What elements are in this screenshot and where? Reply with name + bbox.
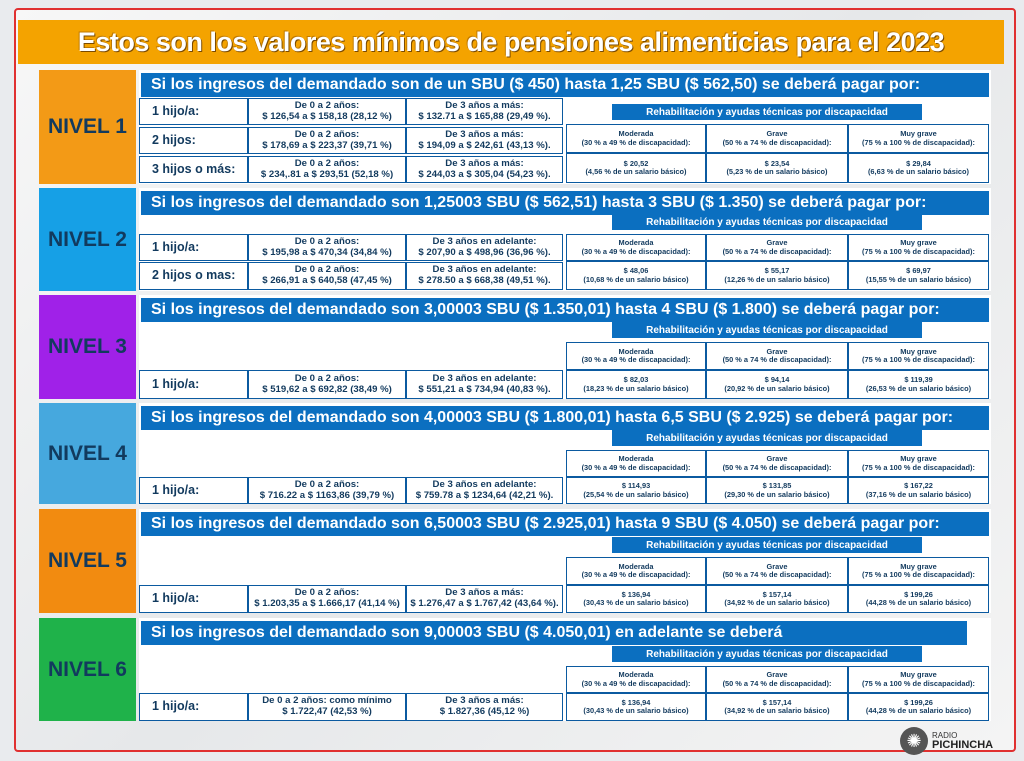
severity-muy-grave-header	[848, 124, 989, 153]
rehab-amount: $ 157,14	[762, 589, 792, 599]
amount-range: $ 244,03 a $ 305,04 (54,23 %).	[418, 168, 551, 180]
age-range-label: De 0 a 2 años:	[294, 235, 360, 247]
severity-grave-value	[706, 370, 848, 399]
age-range-label: De 3 años en adelante:	[432, 235, 537, 247]
severity-name: Grave	[766, 670, 788, 680]
rehab-amount: $ 199,26	[904, 697, 933, 707]
rehab-percentage: (12,26 % de un salario básico)	[724, 274, 830, 284]
rehab-percentage: (34,92 % de un salario básico)	[724, 598, 830, 607]
severity-range: (30 % a 49 % de discapacidad):	[581, 462, 691, 472]
severity-muy-grave-header	[848, 557, 989, 585]
severity-range: (30 % a 49 % de discapacidad):	[581, 137, 691, 147]
severity-name: Muy grave	[900, 454, 937, 464]
severity-muy-grave-value	[848, 153, 989, 183]
age-range-label: De 0 a 2 años:	[294, 587, 360, 599]
severity-name: Moderada	[618, 238, 654, 248]
amount-0-2-years	[248, 127, 406, 154]
amount-0-2-years	[248, 234, 406, 261]
severity-range: (50 % a 74 % de discapacidad):	[722, 137, 832, 147]
severity-range: (30 % a 49 % de discapacidad):	[581, 678, 691, 688]
rehab-title-bar: Rehabilitación y ayudas técnicas por discapacidad	[612, 214, 922, 230]
severity-range: (30 % a 49 % de discapacidad):	[581, 570, 691, 579]
level-condition-header: Si los ingresos del demandado son de un SBU ($ 450) hasta 1,25 SBU ($ 562,50) se deberá pagar por:	[141, 73, 989, 97]
severity-range: (75 % a 100 % de discapacidad):	[862, 570, 975, 579]
amount-range: $ 207,90 a $ 498,96 (36,96 %).	[418, 246, 551, 258]
severity-name: Moderada	[618, 346, 654, 356]
child-count-label	[139, 585, 248, 613]
rehab-amount: $ 48,06	[623, 266, 649, 276]
age-range-label: De 0 a 2 años:	[294, 128, 360, 140]
amount-range: $ 1.827,36 (45,12 %)	[439, 706, 530, 717]
severity-name: Muy grave	[900, 129, 937, 139]
level-name: NIVEL 1	[48, 115, 127, 138]
age-range-label: De 0 a 2 años:	[294, 99, 360, 111]
rehab-percentage: (6,63 % de un salario básico)	[867, 167, 970, 176]
severity-muy-grave-header	[848, 342, 989, 370]
amount-0-2-years	[248, 370, 406, 399]
amount-range: $ 1.276,47 a $ 1.767,42 (43,64 %).	[410, 598, 559, 609]
severity-grave-value	[706, 261, 848, 290]
child-count-label	[139, 693, 248, 721]
amount-3-plus-years	[406, 262, 563, 290]
severity-grave-value	[706, 585, 848, 613]
severity-grave-header	[706, 557, 848, 585]
severity-moderada-value	[566, 477, 706, 504]
level-name: NIVEL 6	[48, 657, 127, 681]
rehab-percentage: (15,55 % de un salario básico)	[865, 274, 972, 284]
rehab-amount: $ 20,52	[623, 158, 649, 168]
severity-name: Grave	[766, 238, 788, 248]
severity-muy-grave-header	[848, 666, 989, 693]
rehab-percentage: (30,43 % de un salario básico)	[583, 598, 689, 607]
amount-3-plus-years	[406, 370, 563, 399]
amount-3-plus-years	[406, 234, 563, 261]
child-count-text: 1 hijo/a:	[152, 103, 200, 118]
child-count-label	[139, 156, 248, 183]
age-range-label: De 3 años en adelante:	[432, 372, 537, 384]
level-condition-header: Si los ingresos del demandado son 4,00003 SBU ($ 1.800,01) hasta 6,5 SBU ($ 2.925) se deberá pagar por:	[141, 406, 989, 430]
severity-muy-grave-value	[848, 261, 989, 290]
amount-3-plus-years	[406, 693, 563, 721]
severity-muy-grave-header	[848, 450, 989, 477]
amount-range: $ 519,62 a $ 692,82 (38,49 %)	[262, 383, 392, 395]
severity-name: Grave	[766, 346, 788, 356]
rehab-amount: $ 136,94	[621, 697, 651, 707]
rehab-amount: $ 69,97	[906, 266, 931, 276]
level-name: NIVEL 3	[48, 335, 127, 358]
child-count-label	[139, 127, 248, 154]
severity-name: Moderada	[618, 561, 654, 571]
rehab-percentage: (5,23 % de un salario básico)	[726, 167, 828, 176]
level-condition-header: Si los ingresos del demandado son 1,25003 SBU ($ 562,51) hasta 3 SBU ($ 1.350) se deberá pagar por:	[141, 191, 989, 215]
child-count-text: 1 hijo/a:	[152, 239, 200, 254]
radio-pichincha-logo	[900, 727, 993, 755]
rehab-amount: $ 199,26	[904, 589, 933, 599]
rehab-percentage: (34,92 % de un salario básico)	[724, 706, 830, 715]
rehab-title-bar: Rehabilitación y ayudas técnicas por discapacidad	[612, 430, 922, 446]
page-title: Estos son los valores mínimos de pensiones alimenticias para el 2023	[18, 20, 1004, 64]
child-count-label	[139, 370, 248, 399]
amount-0-2-years	[248, 262, 406, 290]
rehab-amount: $ 94,14	[764, 375, 790, 385]
age-range-label: De 0 a 2 años: como mínimo	[262, 695, 392, 707]
rehab-amount: $ 167,22	[904, 481, 933, 491]
rehab-amount: $ 136,94	[621, 589, 651, 599]
level-label-box	[39, 403, 136, 504]
severity-grave-header	[706, 450, 848, 477]
age-range-label: De 3 años a más:	[445, 157, 524, 169]
severity-range: (50 % a 74 % de discapacidad):	[722, 678, 832, 688]
rehab-percentage: (44,28 % de un salario básico)	[865, 598, 972, 607]
child-count-label	[139, 98, 248, 125]
rehab-amount: $ 119,39	[904, 375, 933, 385]
rehab-title-bar: Rehabilitación y ayudas técnicas por discapacidad	[612, 537, 922, 553]
severity-moderada-value	[566, 261, 706, 290]
amount-range: $ 178,69 a $ 223,37 (39,71 %)	[262, 139, 392, 151]
severity-range: (75 % a 100 % de discapacidad):	[862, 462, 975, 472]
level-block-1	[39, 70, 991, 184]
rehab-percentage: (29,30 % de un salario básico)	[724, 489, 830, 499]
severity-name: Grave	[766, 454, 788, 464]
severity-muy-grave-value	[848, 585, 989, 613]
level-condition-header: Si los ingresos del demandado son 3,00003 SBU ($ 1.350,01) hasta 4 SBU ($ 1.800) se deberá pagar por:	[141, 298, 989, 322]
gear-icon: ✺	[900, 727, 928, 755]
level-label-box	[39, 188, 136, 291]
amount-range: $ 132.71 a $ 165,88 (29,49 %).	[418, 110, 551, 122]
severity-range: (50 % a 74 % de discapacidad):	[722, 246, 832, 256]
rehab-percentage: (44,28 % de un salario básico)	[865, 706, 972, 715]
child-count-text: 1 hijo/a:	[152, 591, 200, 606]
level-name: NIVEL 5	[48, 549, 127, 572]
rehab-amount: $ 114,93	[621, 481, 651, 491]
severity-name: Grave	[766, 129, 788, 139]
rehab-percentage: (10,68 % de un salario básico)	[583, 274, 689, 284]
rehab-percentage: (37,16 % de un salario básico)	[865, 489, 972, 499]
age-range-label: De 3 años a más:	[445, 695, 524, 707]
severity-grave-value	[706, 693, 848, 721]
amount-range: $ 1.722,47 (42,53 %)	[282, 706, 372, 717]
logo-line2: PICHINCHA	[932, 738, 994, 751]
severity-range: (75 % a 100 % de discapacidad):	[862, 355, 975, 364]
level-condition-header: Si los ingresos del demandado son 6,50003 SBU ($ 2.925,01) hasta 9 SBU ($ 4.050) se deberá pagar por:	[141, 512, 989, 536]
level-block-3	[39, 295, 991, 399]
severity-grave-header	[706, 666, 848, 693]
rehab-percentage: (4,56 % de un salario básico)	[585, 167, 687, 176]
rehab-percentage: (30,43 % de un salario básico)	[583, 706, 689, 715]
amount-range: $ 759.78 a $ 1234,64 (42,21 %).	[415, 489, 554, 501]
severity-range: (75 % a 100 % de discapacidad):	[862, 678, 975, 688]
severity-range: (30 % a 49 % de discapacidad):	[581, 355, 691, 364]
rehab-amount: $ 55,17	[764, 266, 790, 276]
severity-moderada-header	[566, 124, 706, 153]
level-name: NIVEL 4	[48, 441, 127, 465]
rehab-amount: $ 157,14	[762, 697, 792, 707]
level-name: NIVEL 2	[48, 227, 127, 251]
rehab-amount: $ 82,03	[623, 375, 649, 385]
rehab-title-bar: Rehabilitación y ayudas técnicas por discapacidad	[612, 646, 922, 662]
age-range-label: De 3 años en adelante:	[432, 478, 537, 490]
amount-0-2-years	[248, 585, 406, 613]
severity-name: Moderada	[618, 129, 654, 139]
severity-moderada-header	[566, 557, 706, 585]
severity-muy-grave-value	[848, 370, 989, 399]
amount-range: $ 194,09 a $ 242,61 (43,13 %).	[418, 139, 551, 151]
severity-moderada-value	[566, 153, 706, 183]
amount-3-plus-years	[406, 156, 563, 183]
rehab-title-bar: Rehabilitación y ayudas técnicas por discapacidad	[612, 322, 922, 338]
age-range-label: De 3 años a más:	[445, 99, 524, 111]
level-block-2	[39, 188, 991, 291]
severity-grave-header	[706, 124, 848, 153]
severity-moderada-header	[566, 666, 706, 693]
level-label-box	[39, 618, 136, 721]
severity-grave-value	[706, 477, 848, 504]
age-range-label: De 0 a 2 años:	[294, 478, 360, 490]
level-label-box	[39, 509, 136, 613]
rehab-percentage: (26,53 % de un salario básico)	[865, 383, 972, 393]
severity-range: (50 % a 74 % de discapacidad):	[722, 570, 832, 579]
age-range-label: De 0 a 2 años:	[294, 372, 360, 384]
amount-range: $ 551,21 a $ 734,94 (40,83 %).	[418, 383, 551, 395]
age-range-label: De 3 años a más:	[445, 128, 524, 140]
level-block-4	[39, 403, 991, 504]
amount-range: $ 195,98 a $ 470,34 (34,84 %)	[262, 246, 392, 258]
severity-name: Moderada	[618, 670, 654, 680]
child-count-label	[139, 262, 248, 290]
level-label-box	[39, 295, 136, 399]
severity-range: (30 % a 49 % de discapacidad):	[581, 246, 691, 256]
child-count-label	[139, 234, 248, 261]
severity-name: Moderada	[618, 454, 654, 464]
age-range-label: De 0 a 2 años:	[294, 264, 360, 276]
severity-moderada-value	[566, 693, 706, 721]
severity-muy-grave-value	[848, 477, 989, 504]
severity-moderada-value	[566, 370, 706, 399]
severity-name: Muy grave	[900, 346, 937, 356]
logo-line1: RADIO	[932, 730, 958, 740]
amount-0-2-years	[248, 156, 406, 183]
child-count-text: 3 hijos o más:	[152, 161, 236, 176]
amount-0-2-years	[248, 477, 406, 504]
child-count-label	[139, 477, 248, 504]
amount-0-2-years	[248, 693, 406, 721]
severity-name: Muy grave	[900, 561, 937, 571]
severity-range: (75 % a 100 % de discapacidad):	[862, 246, 975, 256]
amount-range: $ 1.203,35 a $ 1.666,17 (41,14 %)	[254, 598, 400, 609]
level-label-box	[39, 70, 136, 184]
severity-name: Muy grave	[900, 670, 937, 680]
amount-range: $ 126,54 a $ 158,18 (28,12 %)	[262, 110, 392, 122]
child-count-text: 1 hijo/a:	[152, 699, 200, 714]
age-range-label: De 0 a 2 años:	[294, 157, 360, 169]
severity-moderada-header	[566, 342, 706, 370]
severity-range: (50 % a 74 % de discapacidad):	[722, 355, 832, 364]
amount-range: $ 234,.81 a $ 293,51 (52,18 %)	[260, 168, 394, 180]
amount-range: $ 266,91 a $ 640,58 (47,45 %)	[262, 275, 392, 286]
amount-3-plus-years	[406, 127, 563, 154]
age-range-label: De 3 años a más:	[445, 587, 524, 599]
child-count-text: 2 hijos o mas:	[152, 268, 236, 283]
amount-3-plus-years	[406, 585, 563, 613]
rehab-title-bar: Rehabilitación y ayudas técnicas por discapacidad	[612, 104, 922, 120]
severity-muy-grave-header	[848, 234, 989, 261]
rehab-amount: $ 131,85	[762, 481, 792, 491]
child-count-text: 1 hijo/a:	[152, 376, 200, 391]
rehab-percentage: (20,92 % de un salario básico)	[724, 383, 830, 393]
amount-0-2-years	[248, 98, 406, 125]
severity-grave-header	[706, 234, 848, 261]
age-range-label: De 3 años en adelante:	[432, 264, 537, 276]
severity-range: (50 % a 74 % de discapacidad):	[722, 462, 832, 472]
severity-range: (75 % a 100 % de discapacidad):	[862, 137, 975, 147]
child-count-text: 1 hijo/a:	[152, 482, 200, 497]
severity-moderada-header	[566, 234, 706, 261]
amount-3-plus-years	[406, 477, 563, 504]
level-block-5	[39, 509, 991, 613]
child-count-text: 2 hijos:	[152, 132, 196, 147]
rehab-amount: $ 23,54	[764, 158, 790, 168]
severity-moderada-header	[566, 450, 706, 477]
level-condition-header: Si los ingresos del demandado son 9,00003 SBU ($ 4.050,01) en adelante se deberá	[141, 621, 967, 645]
severity-name: Grave	[766, 561, 788, 571]
rehab-amount: $ 29,84	[906, 158, 931, 168]
amount-3-plus-years	[406, 98, 563, 125]
severity-muy-grave-value	[848, 693, 989, 721]
rehab-percentage: (25,54 % de un salario básico)	[583, 489, 689, 499]
rehab-percentage: (18,23 % de un salario básico)	[583, 383, 689, 393]
severity-name: Muy grave	[900, 238, 937, 248]
severity-grave-value	[706, 153, 848, 183]
level-block-6	[39, 618, 991, 721]
severity-moderada-value	[566, 585, 706, 613]
amount-range: $ 716.22 a $ 1163,86 (39,79 %)	[259, 489, 395, 501]
severity-grave-header	[706, 342, 848, 370]
amount-range: $ 278.50 a $ 668,38 (49,51 %).	[418, 275, 551, 286]
